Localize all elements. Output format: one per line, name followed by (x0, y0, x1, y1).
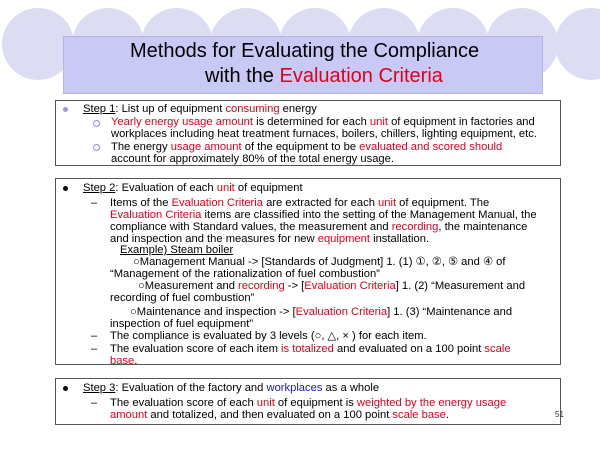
step1-bullet1-line1: Yearly energy usage amount is determined for each unit of equipment in factories and (111, 116, 535, 128)
step2-heading: Step 2: Evaluation of each unit of equipment (83, 182, 303, 194)
step1-bullet2-line2: account for approximately 80% of the total energy usage. (111, 153, 394, 165)
step2-p1-line1: Items of the Evaluation Criteria are extracted for each unit of equipment. The (110, 197, 490, 209)
title-line-2: with the Evaluation Criteria (205, 65, 443, 87)
bullet-dot (63, 107, 68, 112)
step1-box (55, 100, 561, 166)
step2-p3-line1: The evaluation score of each item is totalized and evaluated on a 100 point scale (110, 343, 511, 355)
bullet-dot (63, 386, 68, 391)
step2-example2-line1: ○Measurement and recording -> [Evaluation Criteria] 1. (2) “Measurement and (138, 280, 526, 292)
dash-bullet: – (91, 397, 98, 409)
title-line-1: Methods for Evaluating the Compliance (130, 40, 480, 62)
step1-heading: Step 1: List up of equipment consuming energy (83, 103, 317, 115)
step2-example1-line2: “Management of the rationalization of fuel combustion” (110, 268, 380, 280)
step2-p2: The compliance is evaluated by 3 levels (○, △, × ) for each item. (110, 330, 427, 342)
step2-p3-line2: base. (110, 355, 138, 367)
step3-p1-line1: The evaluation score of each unit of equipment is weighted by the energy usage (110, 397, 507, 409)
step2-box (55, 178, 561, 365)
title-box (63, 36, 543, 94)
step2-p1-line2: Evaluation Criteria items are classified into the setting of the Management Manual, the (110, 209, 537, 221)
step3-label: Step 3 (83, 382, 116, 394)
step2-example-label: Example) Steam boiler (120, 244, 234, 256)
bullet-dot (63, 186, 68, 191)
page-number: 51 (555, 410, 564, 419)
dash-bullet: – (91, 197, 98, 209)
step1-bullet2-line1: The energy usage amount of the equipment to be evaluated and scored should (111, 141, 503, 153)
step2-example3-line1: ○Maintenance and inspection -> [Evaluation Criteria] 1. (3) “Maintenance and (130, 306, 513, 318)
step3-box (55, 378, 561, 425)
step2-p1-line4: and inspection and the measures for new equipment installation. (110, 233, 430, 245)
step2-p1-line3: compliance with Standard values, the measurement and recording, the maintenance (110, 221, 528, 233)
ring-bullet (93, 120, 100, 127)
step3-heading: Step 3: Evaluation of the factory and workplaces as a whole (83, 382, 380, 394)
dash-bullet: – (91, 343, 98, 355)
title-highlight: Evaluation Criteria (279, 65, 443, 87)
step2-label: Step 2 (83, 182, 116, 194)
step3-p1-line2: amount and totalized, and then evaluated on a 100 point scale base. (110, 409, 450, 421)
step2-example3-line2: inspection of fuel equipment” (110, 318, 254, 330)
step1-label: Step 1 (83, 103, 116, 115)
dash-bullet: – (91, 330, 98, 342)
step2-example1-line1: ○Management Manual -> [Standards of Judgment] 1. (1) ①, ②, ⑤ and ④ of (133, 256, 506, 268)
ring-bullet (93, 144, 100, 151)
step1-bullet1-line2: workplaces including heat treatment furnaces, boilers, chillers, lighting equipment, etc. (111, 128, 537, 140)
step2-example2-line2: recording of fuel combustion” (110, 292, 255, 304)
